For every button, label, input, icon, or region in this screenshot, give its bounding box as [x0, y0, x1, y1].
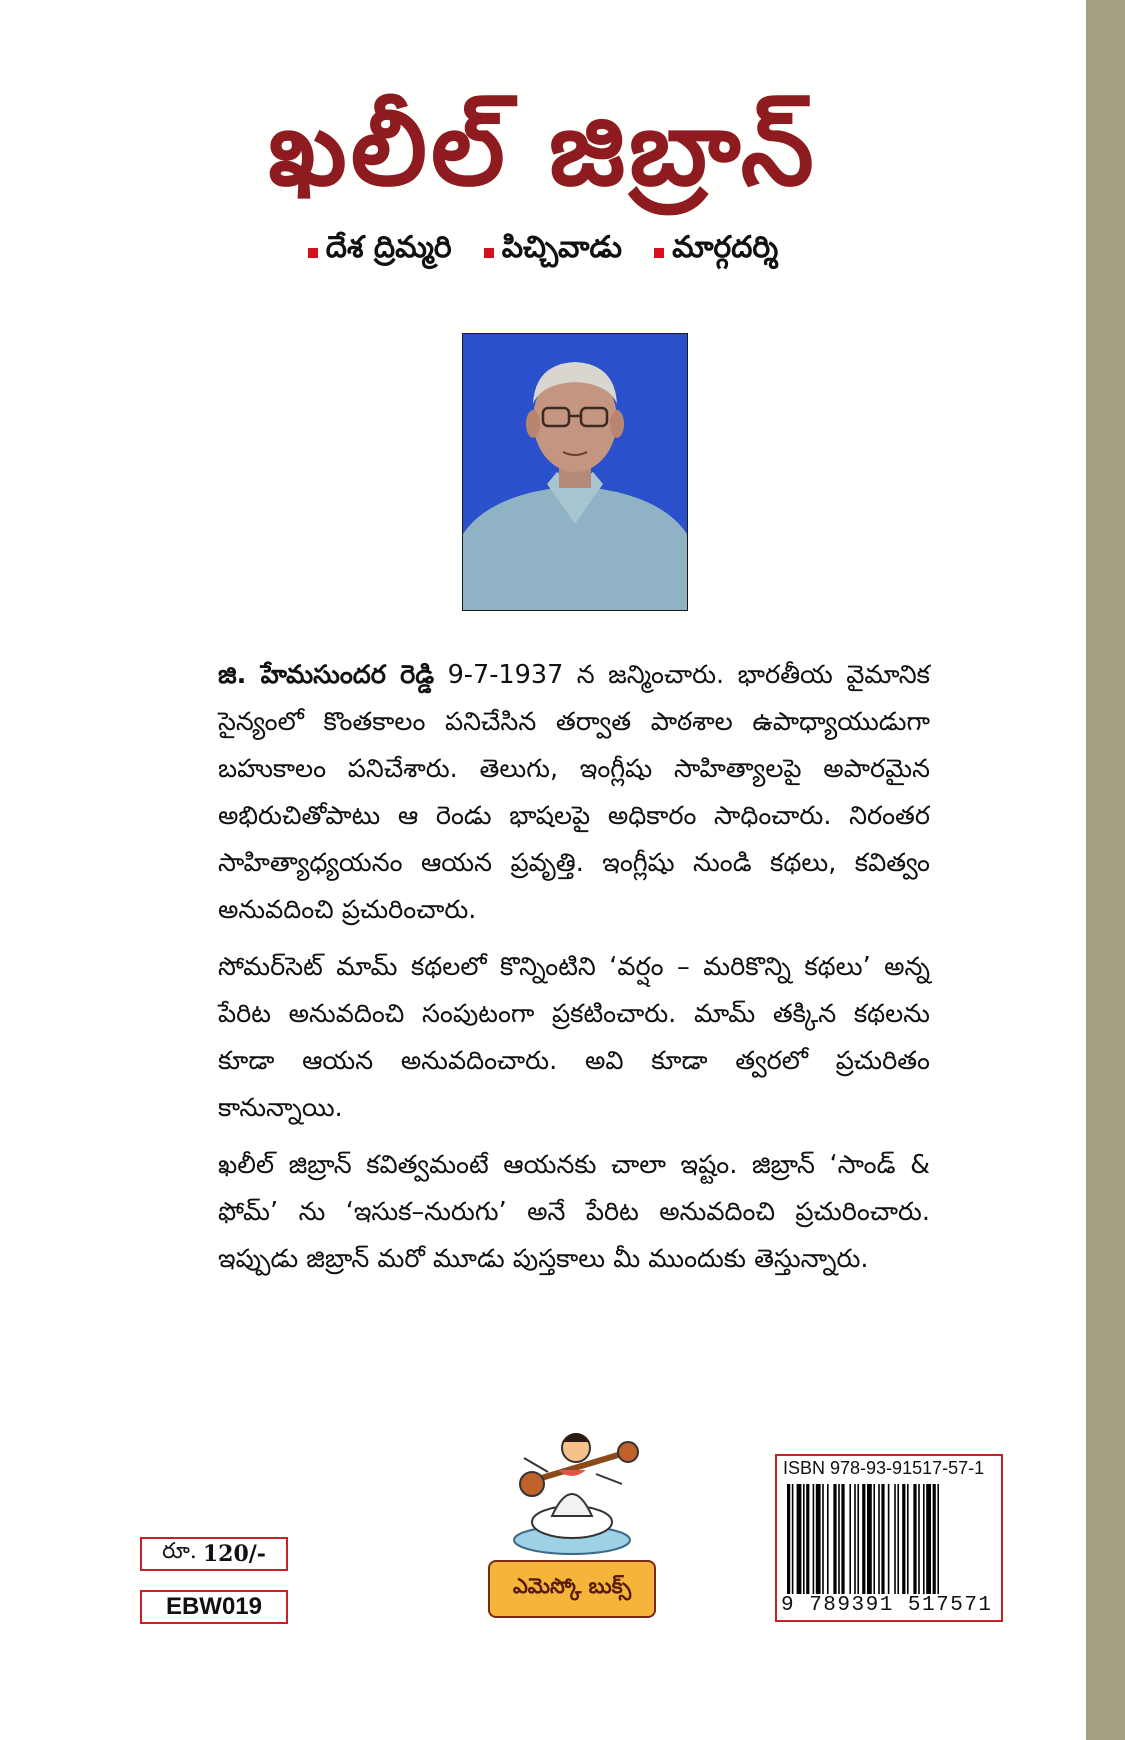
isbn-label: ISBN 978-93-91517-57-1 [783, 1458, 985, 1478]
bullet-icon [308, 248, 318, 258]
price-prefix: రూ. [162, 1539, 197, 1564]
book-title: ఖలీల్ జిబ్రాన్ [268, 86, 818, 209]
subtitle-item [484, 228, 622, 268]
barcode-bar [849, 1484, 851, 1594]
barcode-bar [833, 1484, 836, 1594]
barcode-bar [803, 1484, 805, 1594]
subtitle-text: పిచ్చివాడు [501, 230, 623, 265]
barcode-bar [797, 1484, 802, 1594]
subtitle-item [654, 228, 778, 268]
subtitle-list [0, 228, 1086, 268]
barcode-bar [907, 1484, 909, 1594]
bullet-icon [654, 248, 664, 258]
barcode-bar [857, 1484, 859, 1594]
barcode-bar [918, 1484, 920, 1594]
product-code: EBW019 [140, 1590, 288, 1624]
barcode-bar [923, 1484, 925, 1594]
barcode-bar [854, 1484, 856, 1594]
barcode-bar [862, 1484, 865, 1594]
barcode-bar [937, 1484, 939, 1594]
barcode-bar [816, 1484, 821, 1594]
barcode-bar [894, 1484, 896, 1594]
bio-paragraph [218, 652, 930, 934]
subtitle-text: దేశ ద్రిమ్మరి [325, 230, 452, 265]
isbn-digits: 9 789391 517571 [781, 1594, 993, 1617]
bio-paragraph: సోమర్‌సెట్ మామ్ కథలలో కొన్నింటిని ‘వర్షం – మరికొన్ని కథలు’ అన్న పేరిట అనువదించి సంపుటంగా ప్రకటించారు. మామ్ తక్కిన కథలను కూడా ఆయన అనువదించారు. అవి కూడా త్వరలో ప్రచురితం కానున్నాయి. [218, 952, 930, 1123]
barcode-bar [913, 1484, 916, 1594]
author-bio [218, 652, 930, 1293]
barcode-bar [838, 1484, 840, 1594]
bio-paragraph: ఖలీల్ జిబ్రాన్ కవిత్వమంటే ఆయనకు చాలా ఇష్టం. జిబ్రాన్ ‘సాండ్ & ఫోమ్’ ను ‘ఇసుక–నురుగు’ అనే పేరిట అనువదించి ప్రచురించారు. ఇప్పుడు జిబ్రాన్ మరో మూడు పుస్తకాలు మీ ముందుకు తెస్తున్నారు. [218, 1150, 930, 1274]
barcode-bar [933, 1484, 936, 1594]
price-box [140, 1537, 288, 1571]
subtitle-item [308, 228, 452, 268]
barcode-bar [787, 1484, 790, 1594]
spine-strip [1086, 0, 1125, 1740]
barcode-bar [897, 1484, 899, 1594]
barcode-bar [806, 1484, 809, 1594]
barcode-bar [878, 1484, 880, 1594]
barcode-bar [873, 1484, 875, 1594]
barcode-bar [813, 1484, 815, 1594]
isbn-barcode-box [775, 1454, 1003, 1622]
bullet-icon [484, 248, 494, 258]
barcode-bar [792, 1484, 794, 1594]
barcode-bar [888, 1484, 890, 1594]
author-portrait-icon [463, 334, 687, 610]
barcode-bar [841, 1484, 844, 1594]
barcode-bar [926, 1484, 931, 1594]
barcode-bar [822, 1484, 824, 1594]
price-amount: 120/- [202, 1541, 266, 1567]
author-name: జి. హేమసుందర రెడ్డి [218, 660, 435, 690]
barcode-icon [783, 1484, 995, 1594]
subtitle-text: మార్గదర్శి [672, 230, 779, 265]
barcode-bar [902, 1484, 905, 1594]
publisher-logo [488, 1412, 656, 1624]
barcode-bar [881, 1484, 884, 1594]
saraswati-veena-icon [488, 1412, 656, 1562]
barcode-bar [867, 1484, 872, 1594]
barcode-bar [827, 1484, 829, 1594]
bio-text: 9-7-1937 న జన్మించారు. భారతీయ వైమానిక సైన్యంలో కొంతకాలం పనిచేసిన తర్వాత పాఠశాల ఉపాధ్యాయుడుగా బహుకాలం పనిచేశారు. తెలుగు, ఇంగ్లీషు సాహిత్యాలపై అపారమైన అభిరుచితోపాటు ఆ రెండు భాషలపై అధికారం సాధించారు. నిరంతర సాహిత్యాధ్యయనం ఆయన ప్రవృత్తి. ఇంగ్లీషు నుండి కథలు, కవిత్వం అనువదించి ప్రచురించారు. [218, 660, 930, 925]
publisher-name: ఎమెస్కో బుక్స్ [488, 1560, 656, 1618]
author-photo [462, 333, 688, 611]
